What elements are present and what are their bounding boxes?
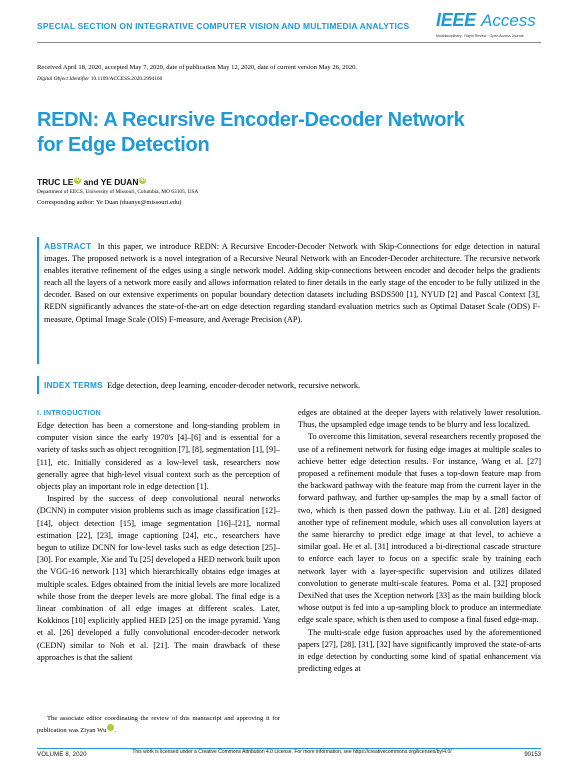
body-paragraph: To overcome this limitation, several researchers recently proposed the use of a refinement network for fusing edge images at multiple scales to achieve better edge detection results. For instance, Wang et al. [27] proposed a refinement module that fuses a top-down feature map from the backward pathway with the feature map from the current layer in the forward pathway, and further up-samples the map by a small factor of two, which is then passed down the pathway. Liu et al. [28] designed another type of refinement module, which uses all convolution layers at the same hierarchy to predict edge image at that level, to achieve a similar goal. He et al. [31] introduced a bi-directional cascade structure to enforce each layer to focus on a specific scale by training each network layer with a layer-specific supervision and utilizes dilated convolution to generate multi-scale features. Poma et al. [32] proposed DexiNed that uses the Xception network [33] as the main building block whose output is fed into a up-sampling block to produce an intermediate edge scale space, which is then used to compose a final fused edge-map. xyxy=(298,432,541,625)
publication-dates: Received April 18, 2020, accepted May 7, 2020, date of publication May 12, 2020, date of current version May 26, 2020. xyxy=(37,64,358,71)
author-name: TRUC LE xyxy=(37,177,74,187)
special-section-header: SPECIAL SECTION ON INTEGRATIVE COMPUTER VISION AND MULTIMEDIA ANALYTICS xyxy=(37,21,410,31)
body-paragraph: edges are obtained at the deeper layers with relatively lower resolution. Thus, the upsampled edge image tends to be blurry and less localized. xyxy=(298,408,541,430)
logo-tagline: Multidisciplinary : Rapid Review : Open Access Journal xyxy=(436,34,524,38)
paper-title: REDN: A Recursive Encoder-Decoder Network for Edge Detection xyxy=(37,109,465,156)
section-heading-introduction: I. INTRODUCTION xyxy=(37,410,101,417)
index-terms-text xyxy=(44,379,540,392)
author-name: YE DUAN xyxy=(100,177,139,187)
abstract-label: ABSTRACT xyxy=(44,241,92,251)
license-notice[interactable]: This work is licensed under a Creative Commons Attribution 4.0 License. For more information, see https://creativecommons.org/licenses/by/4.0/ xyxy=(132,749,452,755)
header-divider xyxy=(37,42,541,43)
orcid-icon[interactable]: iD xyxy=(107,724,114,731)
abstract-body: In this paper, we introduce REDN: A Recursive Encoder-Decoder Network with Skip-Connections for edge detection in natural images. The proposed network is a novel integration of a Recursive Neural Network with an Encoder-Decoder architecture. The recursive network enables iterative refinement of the edges using a single network model. Adding skip-connections between encoder and decoder helps the gradients reach all the layers of a network more easily and allows information related to finer details in the early stage of the encoder to be fully utilized in the decoder. Based on our extensive experiments on popular boundary detection datasets including BSDS500 [1], NYUD [2] and Pascal Context [3], REDN significantly advances the state-of-the-art on edge detection regarding standard evaluation metrics such as Optimal Dataset Scale (ODS) F-measure, Optimal Image Scale (OIS) F-measure, and Average Precision (AP). xyxy=(44,242,540,324)
doi-line xyxy=(37,76,162,82)
body-paragraph: The multi-scale edge fusion approaches used by the aforementioned papers [27], [28], [31], [32] have significantly improved the state-of-arts in edge detection by conducting some kind of spatial enhancement via predicting edges at xyxy=(298,627,541,674)
logo-access-word: Access xyxy=(481,11,536,30)
index-terms-label: INDEX TERMS xyxy=(44,380,103,390)
abstract-text xyxy=(44,240,540,326)
editor-footnote: The associate editor coordinating the review of this manuscript and approving it for publication was Ziyan Wu iD. xyxy=(37,715,280,734)
index-terms-body: Edge detection, deep learning, encoder-decoder network, recursive network. xyxy=(107,381,361,390)
abstract-block xyxy=(37,237,541,357)
corresponding-author: Corresponding author: Ye Duan (duanye@missouri.edu) xyxy=(37,199,182,206)
footnote-text: The associate editor coordinating the review of this manuscript and approving it for publication was Ziyan Wu xyxy=(37,715,280,734)
right-column xyxy=(298,407,541,675)
doi-label: Digital Object Identifier xyxy=(37,76,90,82)
logo-ieee-word: IEEE xyxy=(436,10,476,30)
author-joiner: and xyxy=(83,177,99,187)
affiliation: Department of EECS, University of Missouri, Columbia, MO 63105, USA xyxy=(37,189,199,195)
orcid-icon[interactable]: iD xyxy=(140,177,146,183)
index-terms-accent-bar xyxy=(37,376,39,394)
doi-value[interactable]: 10.1109/ACCESS.2020.2994160 xyxy=(90,76,163,82)
body-paragraph: Edge detection has been a cornerstone and long-standing problem in computer vision since the early 1970's [4]–[6] and is essential for a variety of tasks such as object recognition [7], [8], segmentation [1], [9]–[11], etc. Initially considered as a low-level task, researchers now generally agree that high-level visual context such as the perception of objects play an important role in edge detection [1]. xyxy=(37,421,280,492)
abstract-accent-bar xyxy=(37,237,39,364)
ieee-access-logo xyxy=(436,10,541,46)
left-column xyxy=(37,407,280,664)
author-line xyxy=(37,177,146,187)
body-paragraph: Inspired by the success of deep convolutional neural networks (DCNN) in computer vision problems such as image classification [12]–[14], object detection [15], image segmentation [16]–[21], normal estimation [22], [23], image captioning [24], etc., researchers have begun to utilize DCNN for low-level tasks such as edge detection [25]–[30]. For example, Xie and Tu [25] developed a HED network built upon the VGG-16 network [13] which hierarchically obtains edge images at multiple scales. Edges obtained from the initial levels are more localized while those from the deeper levels are more global. The final edge is a linear combination of all edge images at different scales. Later, Kokkinos [10] explicitly applied HED [25] on the image pyramid. Yang et al. [26] developed a fully convolutional encoder-decoder network (CEDN) similar to Noh et al. [21]. The main drawback of these approaches is that the salient xyxy=(37,494,280,662)
page-number: 90153 xyxy=(524,752,541,758)
volume-label: VOLUME 8, 2020 xyxy=(37,752,87,758)
orcid-icon[interactable]: iD xyxy=(75,177,81,183)
